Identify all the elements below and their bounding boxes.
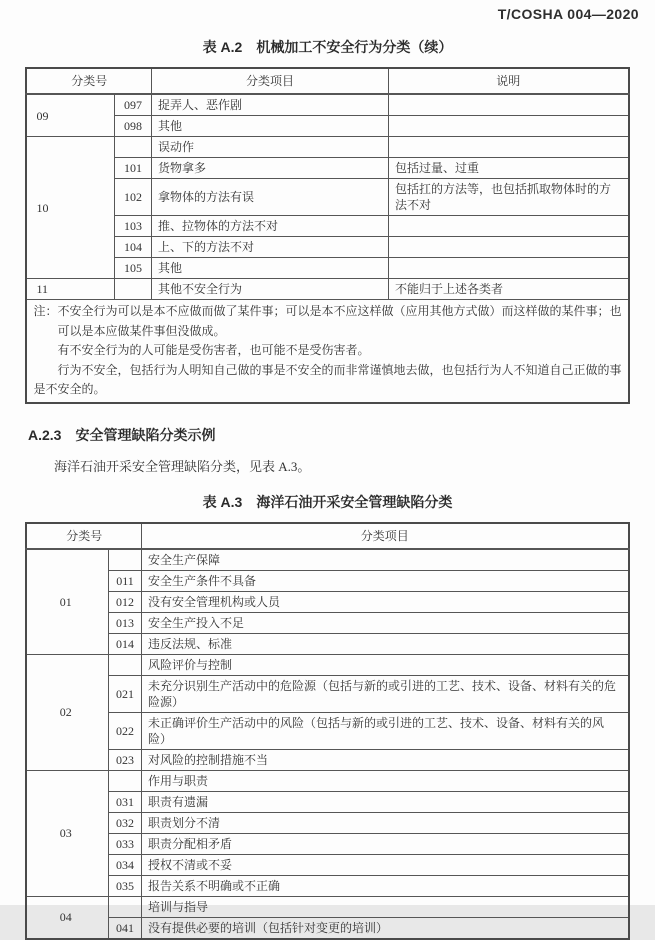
table-row (26, 654, 628, 675)
cell-description (389, 216, 629, 237)
cell-class-item: 培训与指导 (142, 896, 629, 917)
table-a3-header (26, 523, 628, 549)
table-a2-body (26, 94, 628, 300)
cell-class-item: 没有安全管理机构或人员 (142, 591, 629, 612)
table-row (26, 279, 628, 300)
cell-description (389, 237, 629, 258)
cell-sub-number: 103 (114, 216, 151, 237)
cell-sub-number: 098 (114, 116, 151, 137)
cell-class-item: 货物拿多 (152, 158, 389, 179)
cell-class-item: 报告关系不明确或不正确 (142, 875, 629, 896)
table-row (26, 749, 628, 770)
cell-sub-number (114, 137, 151, 158)
table-row (26, 633, 628, 654)
table-row (26, 237, 628, 258)
table-row (26, 875, 628, 896)
table-a3 (25, 522, 629, 940)
note-paragraph-3: 行为不安全，包括行为人明知自己做的事是不安全的而非常谨慎地去做，也包括行为人不知道自己正做的事是不安全的。 (33, 362, 622, 396)
cell-class-item: 职责划分不清 (142, 812, 629, 833)
table-row (26, 770, 628, 791)
table-note (26, 300, 628, 403)
cell-class-item: 其他 (152, 116, 389, 137)
table-row (26, 917, 628, 939)
table-row (26, 854, 628, 875)
table-row (26, 896, 628, 917)
cell-sub-number: 097 (114, 94, 151, 116)
table-row (26, 216, 628, 237)
table-row (26, 612, 628, 633)
table-row (26, 158, 628, 179)
cell-sub-number: 105 (114, 258, 151, 279)
table-row (26, 137, 628, 158)
cell-group-number: 02 (26, 654, 108, 770)
cell-sub-number: 023 (108, 749, 141, 770)
cell-sub-number: 012 (108, 591, 141, 612)
col-header-class-item: 分类项目 (142, 523, 629, 549)
cell-group-number: 04 (26, 896, 108, 939)
table-row (26, 258, 628, 279)
cell-group-number: 11 (26, 279, 114, 300)
table-row (26, 712, 628, 749)
table-a3-title: 表 A.3 海洋石油开采安全管理缺陷分类 (202, 493, 453, 510)
cell-sub-number: 031 (108, 791, 141, 812)
body-paragraph: 海洋石油开采安全管理缺陷分类，见表 A.3。 (54, 458, 311, 474)
cell-class-item: 其他不安全行为 (152, 279, 389, 300)
cell-sub-number (108, 654, 141, 675)
section-heading (28, 425, 655, 445)
cell-class-item: 作用与职责 (142, 770, 629, 791)
col-header-class-item: 分类项目 (152, 68, 389, 94)
cell-class-item: 误动作 (152, 137, 389, 158)
cell-sub-number: 104 (114, 237, 151, 258)
note-row (26, 300, 628, 403)
cell-class-item: 违反法规、标准 (142, 633, 629, 654)
cell-sub-number: 013 (108, 612, 141, 633)
cell-description: 包括扛的方法等，也包括抓取物体时的方法不对 (389, 179, 629, 216)
cell-description (389, 94, 629, 116)
table-row (26, 549, 628, 571)
section-title: 安全管理缺陷分类示例 (75, 426, 216, 443)
cell-class-item: 安全生产条件不具备 (142, 570, 629, 591)
cell-class-item: 捉弄人、恶作剧 (152, 94, 389, 116)
note-paragraph-2: 有不安全行为的人可能是受伤害者，也可能不是受伤害者。 (57, 343, 370, 357)
cell-sub-number: 014 (108, 633, 141, 654)
cell-description: 包括过量、过重 (389, 158, 629, 179)
col-header-class-no: 分类号 (26, 523, 141, 549)
cell-sub-number: 032 (108, 812, 141, 833)
cell-sub-number (108, 896, 141, 917)
cell-class-item: 没有提供必要的培训（包括针对变更的培训） (142, 917, 629, 939)
cell-sub-number (108, 770, 141, 791)
cell-sub-number: 022 (108, 712, 141, 749)
cell-class-item: 拿物体的方法有误 (152, 179, 389, 216)
cell-sub-number: 034 (108, 854, 141, 875)
cell-class-item: 授权不清或不妥 (142, 854, 629, 875)
cell-class-item: 未正确评价生产活动中的风险（包括与新的或引进的工艺、技术、设备、材料有关的风险） (142, 712, 629, 749)
cell-group-number: 10 (26, 137, 114, 279)
table-row (26, 591, 628, 612)
cell-sub-number: 033 (108, 833, 141, 854)
col-header-class-no: 分类号 (26, 68, 151, 94)
cell-class-item: 对风险的控制措施不当 (142, 749, 629, 770)
cell-sub-number: 021 (108, 675, 141, 712)
cell-sub-number (108, 549, 141, 571)
table-a2-note-section (26, 300, 628, 403)
section-number: A.2.3 (28, 426, 62, 443)
cell-class-item: 安全生产投入不足 (142, 612, 629, 633)
cell-description: 不能归于上述各类者 (389, 279, 629, 300)
table-row (26, 570, 628, 591)
table-row (26, 833, 628, 854)
doc-number: T/COSHA 004—2020 (497, 6, 639, 22)
table-row (26, 812, 628, 833)
cell-class-item: 安全生产保障 (142, 549, 629, 571)
table-row (26, 116, 628, 137)
col-header-description: 说明 (389, 68, 629, 94)
cell-sub-number: 101 (114, 158, 151, 179)
cell-description (389, 137, 629, 158)
cell-sub-number: 035 (108, 875, 141, 896)
table-row (26, 94, 628, 116)
cell-group-number: 09 (26, 94, 114, 137)
table-a3-body (26, 549, 628, 939)
table-row (26, 675, 628, 712)
cell-class-item: 风险评价与控制 (142, 654, 629, 675)
table-a2 (25, 67, 629, 404)
cell-sub-number: 041 (108, 917, 141, 939)
cell-class-item: 未充分识别生产活动中的危险源（包括与新的或引进的工艺、技术、设备、材料有关的危险源） (142, 675, 629, 712)
cell-class-item: 职责分配相矛盾 (142, 833, 629, 854)
table-a2-header (26, 68, 628, 94)
cell-class-item: 职责有遗漏 (142, 791, 629, 812)
table-header-row (26, 523, 628, 549)
table-row (26, 179, 628, 216)
note-paragraph-1: 注：不安全行为可以是本不应做而做了某件事；可以是本不应这样做（应用其他方式做）而这样做的某件事；也可以是本应做某件事但没做成。 (33, 304, 622, 338)
table-row (26, 791, 628, 812)
cell-class-item: 其他 (152, 258, 389, 279)
cell-sub-number: 102 (114, 179, 151, 216)
cell-class-item: 上、下的方法不对 (152, 237, 389, 258)
cell-group-number: 03 (26, 770, 108, 896)
table-a2-title: 表 A.2 机械加工不安全行为分类（续） (202, 39, 453, 55)
cell-group-number: 01 (26, 549, 108, 655)
cell-description (389, 116, 629, 137)
table-header-row (26, 68, 628, 94)
cell-description (389, 258, 629, 279)
cell-sub-number (114, 279, 151, 300)
cell-sub-number: 011 (108, 570, 141, 591)
cell-class-item: 推、拉物体的方法不对 (152, 216, 389, 237)
